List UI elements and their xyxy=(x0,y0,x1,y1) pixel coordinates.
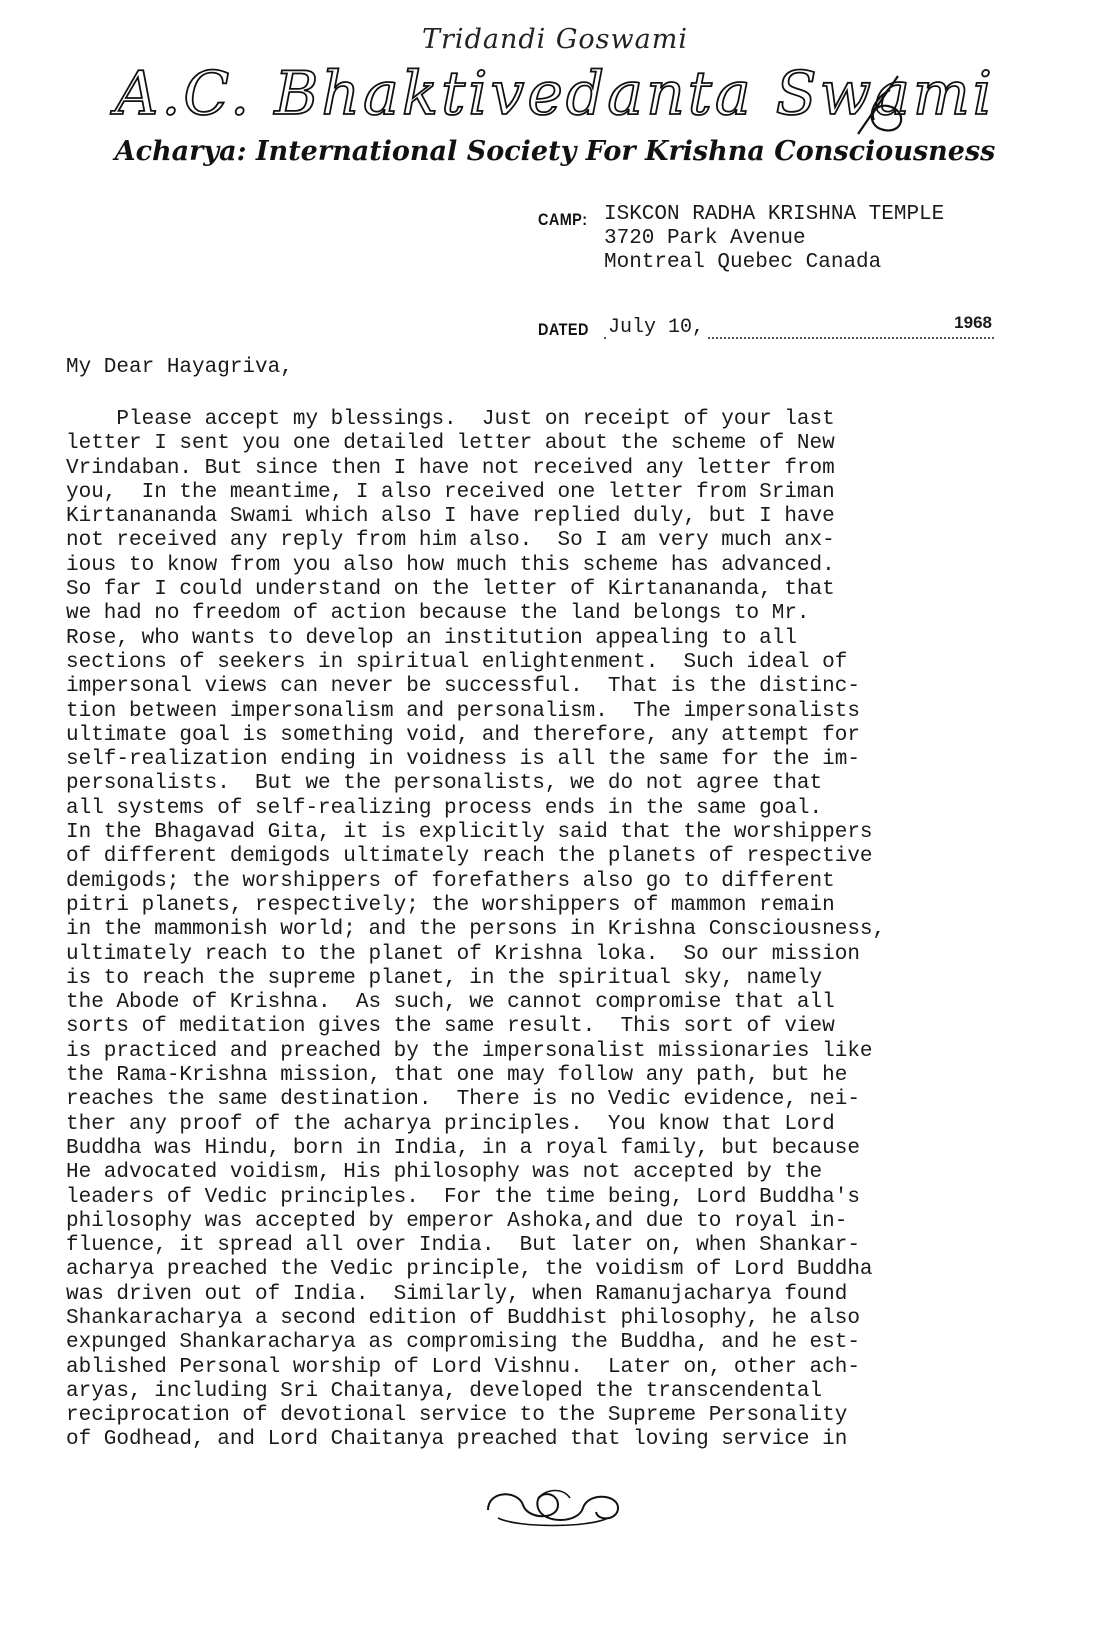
letterhead-subtitle: Acharya: International Society For Krishna Consciousness xyxy=(114,136,996,167)
address-line: 3720 Park Avenue xyxy=(604,227,806,250)
body-line: sorts of meditation gives the same result. This sort of view xyxy=(66,1015,835,1039)
body-line: you, In the meantime, I also received one letter from Sriman xyxy=(66,480,835,504)
body-line: is to reach the supreme planet, in the spiritual sky, namely xyxy=(66,966,823,990)
letterhead-title-big: A.C. Bhaktivedanta Swami xyxy=(115,59,995,129)
letter-body xyxy=(66,408,1056,1453)
body-line: ious to know from you also how much this scheme has advanced. xyxy=(66,553,835,577)
body-line: tion between impersonalism and personalism. The impersonalists xyxy=(66,699,860,723)
dated-day: July 10, xyxy=(608,316,708,339)
body-line: Please accept my blessings. Just on receipt of your last xyxy=(66,408,835,431)
body-line: acharya preached the Vedic principle, the voidism of Lord Buddha xyxy=(66,1258,873,1282)
body-line: fluence, it spread all over India. But later on, when Shankar- xyxy=(66,1234,860,1258)
body-line: sections of seekers in spiritual enlightenment. Such ideal of xyxy=(66,650,848,674)
footer-ornament-icon xyxy=(478,1480,628,1530)
body-line: impersonal views can never be successful. That is the distinc- xyxy=(66,675,860,699)
dated-field xyxy=(604,313,994,342)
body-line: Kirtanananda Swami which also I have replied duly, but I have xyxy=(66,505,835,529)
dated-year: 1968 xyxy=(954,313,992,332)
body-line: is practiced and preached by the impersonalist missionaries like xyxy=(66,1039,873,1063)
body-line: the Abode of Krishna. As such, we cannot compromise that all xyxy=(66,991,835,1015)
body-line: Rose, who wants to develop an institution appealing to all xyxy=(66,626,797,650)
body-line: of Godhead, and Lord Chaitanya preached that loving service in xyxy=(66,1428,848,1452)
letterhead-title-small: Tridandi Goswami xyxy=(422,24,688,55)
body-line: Shankaracharya a second edition of Buddhist philosophy, he also xyxy=(66,1306,860,1330)
address-line: ISKCON RADHA KRISHNA TEMPLE xyxy=(604,203,945,226)
body-line: In the Bhagavad Gita, it is explicitly said that the worshippers xyxy=(66,821,873,845)
body-line: reciprocation of devotional service to the Supreme Personality xyxy=(66,1404,848,1428)
body-line: all systems of self-realizing process ends in the same goal. xyxy=(66,796,823,820)
body-line: Vrindaban. But since then I have not received any letter from xyxy=(66,456,835,480)
body-line: not received any reply from him also. So I am very much anx- xyxy=(66,529,835,553)
body-line: we had no freedom of action because the land belongs to Mr. xyxy=(66,602,810,626)
body-line: ultimately reach to the planet of Krishna loka. So our mission xyxy=(66,942,860,966)
body-line: So far I could understand on the letter of Kirtanananda, that xyxy=(66,578,835,602)
body-line: letter I sent you one detailed letter about the scheme of New xyxy=(66,432,835,456)
body-line: pitri planets, respectively; the worshippers of mammon remain xyxy=(66,893,835,917)
body-line: philosophy was accepted by emperor Ashoka,and due to royal in- xyxy=(66,1209,848,1233)
body-line: in the mammonish world; and the persons in Krishna Consciousness, xyxy=(66,918,886,942)
body-line: was driven out of India. Similarly, when Ramanujacharya found xyxy=(66,1282,848,1306)
body-line: aryas, including Sri Chaitanya, developed the transcendental xyxy=(66,1379,823,1403)
body-line: personalists. But we the personalists, we do not agree that xyxy=(66,772,823,796)
camp-label: CAMP: xyxy=(538,210,588,229)
dated-label: DATED xyxy=(538,320,589,339)
camp-address xyxy=(604,203,944,275)
body-line: the Rama-Krishna mission, that one may follow any path, but he xyxy=(66,1064,848,1088)
body-line: leaders of Vedic principles. For the time being, Lord Buddha's xyxy=(66,1185,860,1209)
body-line: ther any proof of the acharya principles. You know that Lord xyxy=(66,1112,835,1136)
body-line: ultimate goal is something void, and therefore, any attempt for xyxy=(66,723,860,747)
body-line: reaches the same destination. There is no Vedic evidence, nei- xyxy=(66,1088,860,1112)
body-line: self-realization ending in voidness is all the same for the im- xyxy=(66,748,860,772)
body-line: of different demigods ultimately reach the planets of respective xyxy=(66,845,873,869)
body-line: expunged Shankaracharya as compromising the Buddha, and he est- xyxy=(66,1331,860,1355)
body-line: He advocated voidism, His philosophy was not accepted by the xyxy=(66,1161,823,1185)
body-line: Buddha was Hindu, born in India, in a royal family, but because xyxy=(66,1136,860,1160)
salutation: My Dear Hayagriva, xyxy=(66,356,293,379)
body-line: demigods; the worshippers of forefathers also go to different xyxy=(66,869,835,893)
address-line: Montreal Quebec Canada xyxy=(604,251,882,274)
title-flourish-icon xyxy=(850,70,910,140)
body-line: ablished Personal worship of Lord Vishnu. Later on, other ach- xyxy=(66,1355,860,1379)
